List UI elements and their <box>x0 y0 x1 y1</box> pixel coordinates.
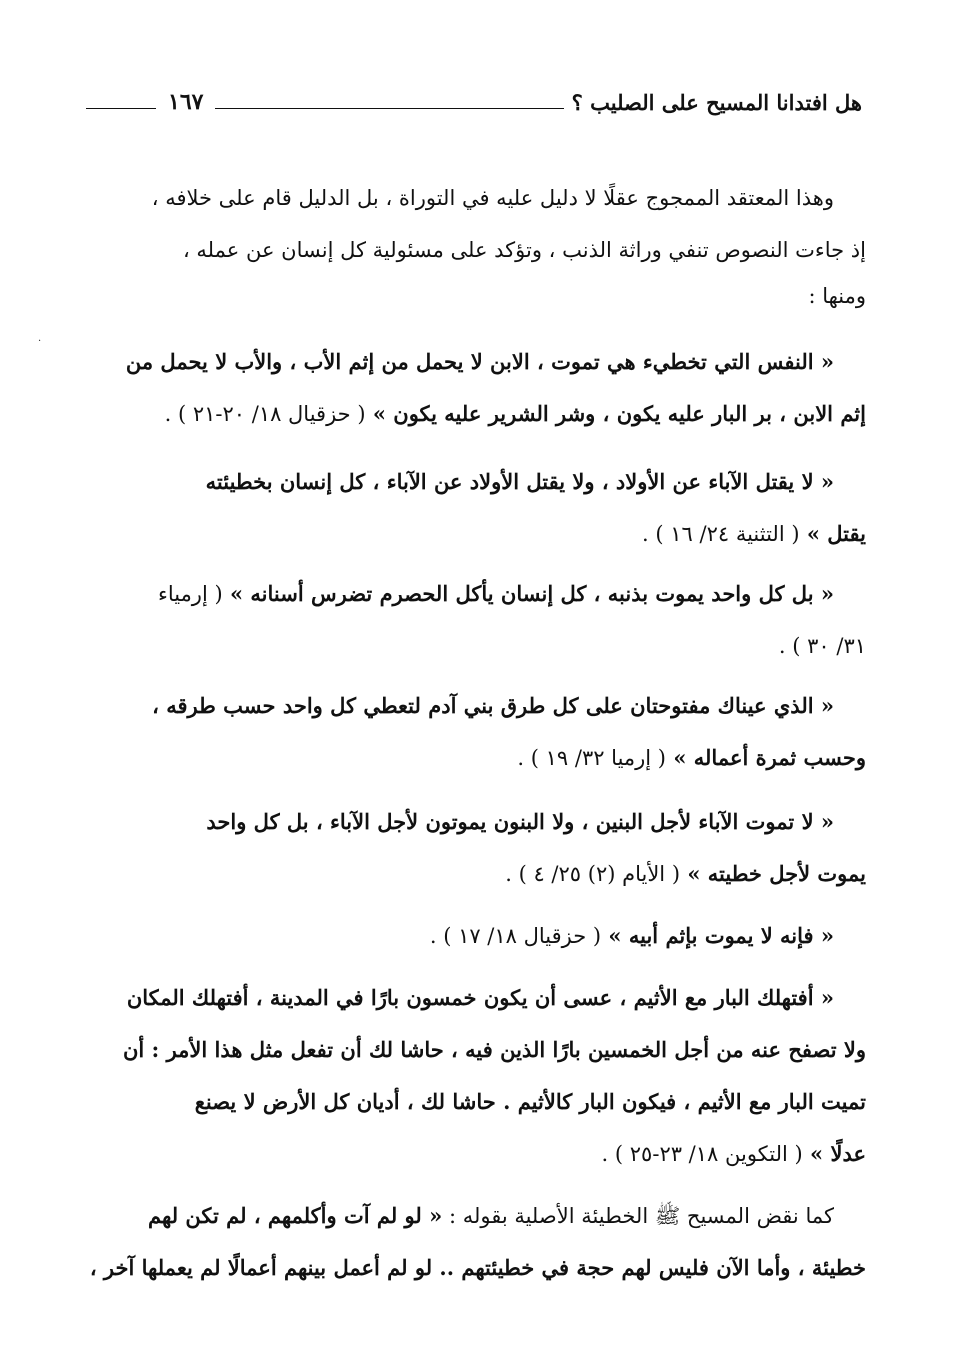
scripture-reference: ( الأيام (٢) ٢٥/ ٤ ) . <box>505 862 681 886</box>
text-line: وهذا المعتقد الممجوج عقلًا لا دليل عليه في التوراة ، بل الدليل قام على خلافه ، <box>151 186 834 210</box>
page-number: ١٦٧ <box>168 89 204 115</box>
intro-paragraph <box>80 172 866 316</box>
scripture-reference: ( التثنية ٢٤/ ١٦ ) . <box>642 522 800 546</box>
text-segment: الخطيئة الأصلية بقوله : <box>448 1204 649 1228</box>
quote-line: « لو لم آت وأكلمهم ، لم تكن لهم <box>148 1203 443 1228</box>
header-rule-end <box>86 108 156 109</box>
quote-line: « الذي عيناك مفتوحتان على كل طرق بني آدم لتعطي كل واحد حسب طرقه ، <box>152 693 834 718</box>
quote-line: تميت البار مع الأثيم ، فيكون البار كالأثيم . حاشا لك ، أديان كل الأرض لا يصنع <box>194 1089 866 1114</box>
quote-line: « بل كل واحد يموت بذنبه ، كل إنسان يأكل الحصرم تضرس أسنانه » <box>229 581 834 606</box>
quote-line: يموت لأجل خطيته » <box>687 861 866 886</box>
margin-dot: · <box>38 336 42 347</box>
quote-line: « فإنه لا يموت بإثم أبيه » <box>608 923 834 948</box>
text-segment: كما نقض المسيح <box>686 1204 834 1228</box>
quote-line: إثم الابن ، بر البار عليه يكون ، وشر الشرير عليه يكون » <box>372 401 866 426</box>
scripture-reference: ( حزقيال ١٨/ ٢٠-٢١ ) . <box>164 402 366 426</box>
quote-line: « النفس التي تخطيء هي تموت ، الابن لا يحمل من إثم الأب ، والأب لا يحمل من <box>125 349 834 374</box>
scripture-reference: ( حزقيال ١٨/ ١٧ ) . <box>429 924 602 948</box>
honorific-glyph: ﷺ <box>654 1204 681 1228</box>
quote-deuteronomy-24-16 <box>80 456 866 560</box>
quote-ezekiel-18-20 <box>80 336 866 440</box>
quote-jeremiah-31-30 <box>80 568 866 672</box>
quote-genesis-18-23 <box>80 972 866 1180</box>
header-rule <box>215 108 563 109</box>
quote-line: « لا يقتل الآباء عن الأولاد ، ولا يقتل الأولاد عن الآباء ، كل إنسان بخطيئته <box>205 469 834 494</box>
quote-line: « أفتهلك البار مع الأثيم ، عسى أن يكون خمسون بارًا في المدينة ، أفتهلك المكان <box>126 985 834 1010</box>
scripture-reference: ( التكوين ١٨/ ٢٣-٢٥ ) . <box>601 1142 803 1166</box>
running-header <box>86 82 862 122</box>
quote-line: عدلًا » <box>810 1141 866 1166</box>
quote-line: وحسب ثمرة أعماله » <box>673 745 866 770</box>
text-line: ومنها : <box>808 284 866 308</box>
scripture-reference: ( إرميا ٣٢/ ١٩ ) . <box>517 746 667 770</box>
text-line: إذ جاءت النصوص تنفي وراثة الذنب ، وتؤكد على مسئولية كل إنسان عن عمله ، <box>182 238 866 262</box>
header-title: هل افتدانا المسيح على الصليب ؟ <box>571 89 862 115</box>
scripture-reference: ٣١/ ٣٠ ) . <box>778 634 866 658</box>
closing-paragraph <box>80 1190 866 1294</box>
quote-line: « لا تموت الآباء لأجل البنين ، ولا البنون يموتون لأجل الآباء ، بل كل واحد <box>206 809 834 834</box>
quote-ezekiel-18-17 <box>80 910 866 962</box>
quote-line: ولا تصفح عنه من أجل الخمسين بارًا الذين فيه ، حاشا لك أن تفعل مثل هذا الأمر : أن <box>122 1037 866 1062</box>
scripture-reference: ( إرمياء <box>157 582 223 606</box>
quote-jeremiah-32-19 <box>80 680 866 784</box>
quote-line: يقتل » <box>806 521 866 546</box>
quote-line: خطيئة ، وأما الآن فليس لهم حجة في خطيئتهم .. لو لم أعمل بينهم أعمالًا لم يعملها آخر ، <box>89 1255 866 1280</box>
quote-chronicles-25-4 <box>80 796 866 900</box>
